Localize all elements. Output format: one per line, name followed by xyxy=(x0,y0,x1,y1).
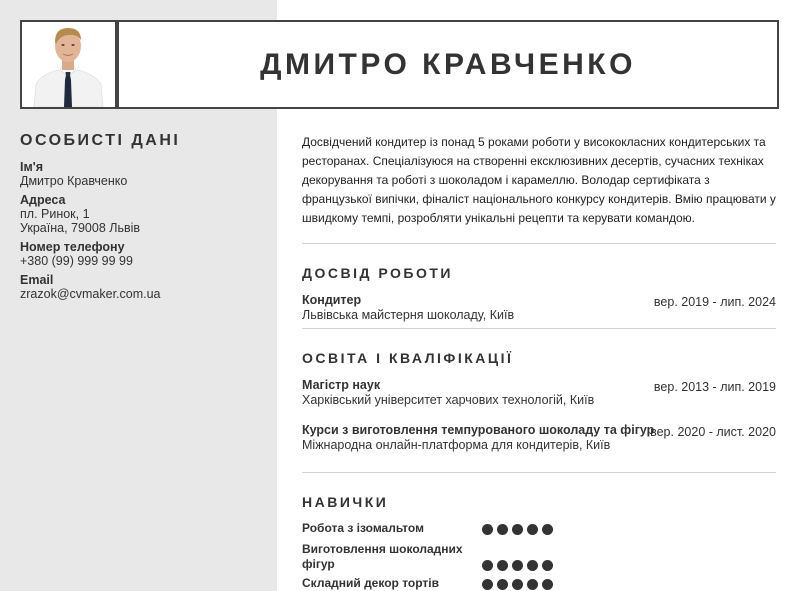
experience-title: ДОСВІД РОБОТИ xyxy=(302,265,453,281)
skill-dot xyxy=(497,579,508,590)
divider xyxy=(302,472,776,473)
skill-level-dots xyxy=(482,524,553,535)
name-label: Ім'я xyxy=(20,160,43,174)
skill-dot xyxy=(497,560,508,571)
skill-name: Виготовлення шоколадних фігур xyxy=(302,542,463,571)
name-item xyxy=(20,160,265,188)
education-degree: Магістр наук xyxy=(302,378,381,392)
person-photo-icon xyxy=(22,22,115,107)
education-place: Харківський університет харчових технологій, Київ xyxy=(302,393,595,407)
education-title: ОСВІТА І КВАЛІФІКАЦІЇ xyxy=(302,350,514,366)
skill-row xyxy=(302,542,776,572)
address-line-2: Україна, 79008 Львів xyxy=(20,221,141,235)
main-content xyxy=(302,131,776,591)
address-line-1: пл. Ринок, 1 xyxy=(20,207,90,221)
skill-dot xyxy=(512,579,523,590)
skill-level-dots xyxy=(482,560,553,571)
skill-dot xyxy=(482,524,493,535)
education-entry xyxy=(302,423,776,453)
personal-details-section xyxy=(20,131,265,301)
address-label: Адреса xyxy=(20,193,66,207)
email-value: zrazok@cvmaker.com.ua xyxy=(20,287,161,301)
full-name: ДМИТРО КРАВЧЕНКО xyxy=(260,47,636,81)
skill-dot xyxy=(542,524,553,535)
name-value: Дмитро Кравченко xyxy=(20,174,128,188)
email-item xyxy=(20,273,265,301)
education-place: Міжнародна онлайн-платформа для кондитерів, Київ xyxy=(302,438,611,452)
personal-details-title: ОСОБИСТІ ДАНІ xyxy=(20,132,181,149)
experience-dates: вер. 2019 - лип. 2024 xyxy=(653,295,776,309)
skill-dot xyxy=(542,560,553,571)
skill-name: Робота з ізомальтом xyxy=(302,521,424,535)
phone-label: Номер телефону xyxy=(20,240,125,254)
skill-level-dots xyxy=(482,579,553,590)
experience-place: Львівська майстерня шоколаду, Київ xyxy=(302,308,515,322)
skill-dot xyxy=(512,524,523,535)
skill-name: Складний декор тортів xyxy=(302,576,440,590)
profile-summary: Досвідчений кондитер із понад 5 роками роботи у висококласних кондитерських та ресторанах. Спеціалізуюся на створенні ексклюзивних десертів, сучасних техніках декорування та роботі з шоколадом і карамеллю. Володар сертифіката з французької випічки, фіналіст національного конкурсу кондитерів. Вмію працювати у швидкому темпі, розробляти унікальні рецепти та керувати командою. xyxy=(302,135,776,225)
skill-row xyxy=(302,576,776,591)
phone-value: +380 (99) 999 99 99 xyxy=(20,254,133,268)
experience-entry xyxy=(302,293,776,323)
skill-dot xyxy=(482,579,493,590)
profile-photo xyxy=(20,20,117,109)
skill-dot xyxy=(527,579,538,590)
skill-dot xyxy=(527,560,538,571)
phone-item xyxy=(20,240,265,268)
education-dates: вер. 2013 - лип. 2019 xyxy=(653,380,776,394)
education-dates: вер. 2020 - лист. 2020 xyxy=(650,425,776,439)
skill-dot xyxy=(542,579,553,590)
experience-role: Кондитер xyxy=(302,293,362,307)
skill-dot xyxy=(497,524,508,535)
skill-row xyxy=(302,521,776,536)
address-item xyxy=(20,193,265,235)
education-entry xyxy=(302,378,776,408)
skill-dot xyxy=(527,524,538,535)
divider xyxy=(302,328,776,329)
name-header xyxy=(117,20,779,109)
divider xyxy=(302,243,776,244)
skills-title: НАВИЧКИ xyxy=(302,494,389,510)
skill-dot xyxy=(482,560,493,571)
skill-dot xyxy=(512,560,523,571)
education-degree: Курси з виготовлення темпурованого шоколаду та фігур xyxy=(302,423,655,437)
email-label: Email xyxy=(20,273,54,287)
